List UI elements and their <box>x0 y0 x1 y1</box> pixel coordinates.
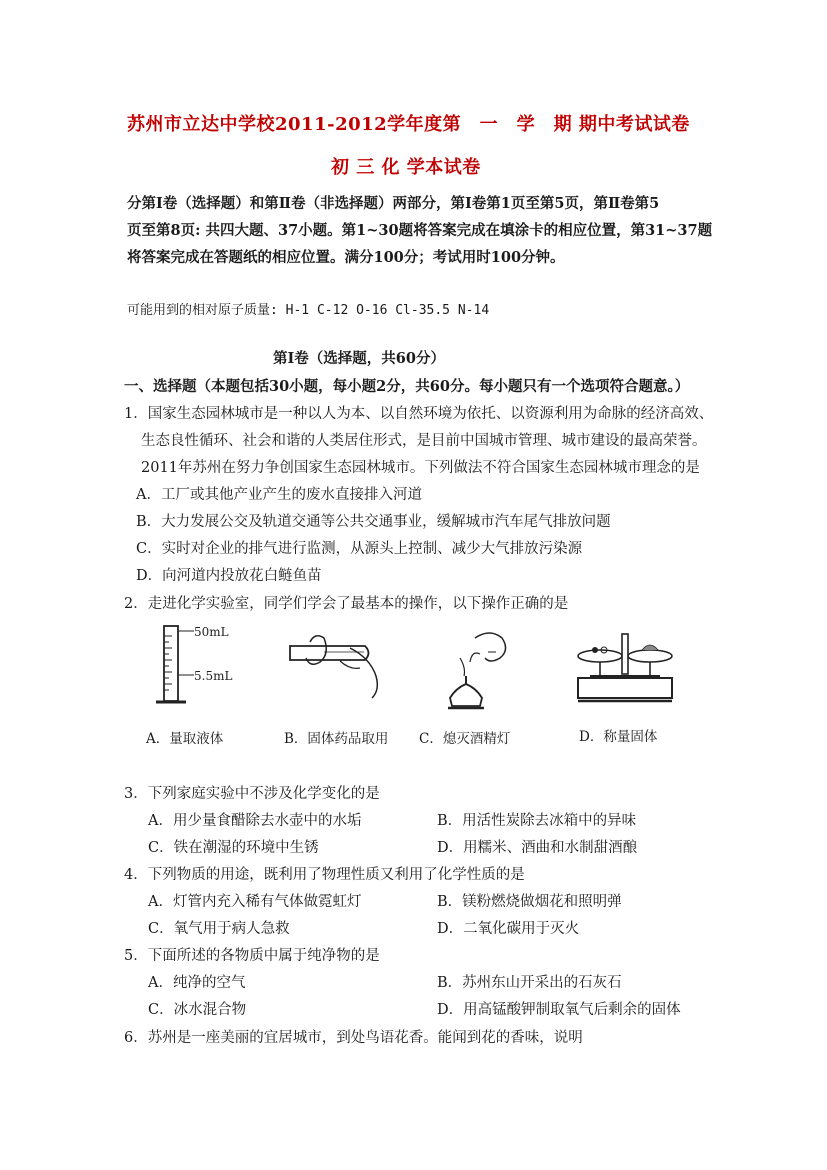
q3-option-a: A．用少量食醋除去水壶中的水垢 <box>148 813 362 829</box>
q5-option-d: D．用高锰酸钾制取氧气后剩余的固体 <box>437 1002 681 1018</box>
q5-stem: 5．下面所述的各物质中属于纯净物的是 <box>124 948 380 964</box>
q2-caption-a: A．量取液体 <box>146 731 224 747</box>
q1-option-c: C．实时对企业的排气进行监测，从源头上控制、减少大气排放污染源 <box>136 541 583 557</box>
q4-option-c: C．氧气用于病人急救 <box>148 921 290 937</box>
q5-option-c: C．冰水混合物 <box>148 1002 247 1018</box>
q4-option-a: A．灯管内充入稀有气体做霓虹灯 <box>148 894 362 910</box>
q5-option-b: B．苏州东山开采出的石灰石 <box>437 975 622 991</box>
q2-caption-d: D．称量固体 <box>579 729 658 745</box>
section-title: 第Ⅰ卷（选择题，共60分） <box>273 350 445 367</box>
q1-stem-line-1: 1．国家生态园林城市是一种以人为本、以自然环境为依托、以资源利用为命脉的经济高效、 <box>124 406 714 422</box>
q3-option-d: D．用糯米、酒曲和水制甜酒酿 <box>437 840 638 856</box>
cylinder-label-top: 50mL <box>194 625 229 639</box>
intro-line-3: 将答案完成在答题纸的相应位置。满分100分；考试用时100分钟。 <box>127 249 565 266</box>
q1-option-d: D．向河道内投放花白鲢鱼苗 <box>136 568 322 584</box>
graduated-cylinder-figure <box>150 618 245 708</box>
q3-stem: 3．下列家庭实验中不涉及化学变化的是 <box>124 786 380 802</box>
intro-line-1: 分第Ⅰ卷（选择题）和第Ⅱ卷（非选择题）两部分，第Ⅰ卷第1页至第5页，第Ⅱ卷第5 <box>127 195 660 212</box>
q2-caption-b: B．固体药品取用 <box>284 731 389 747</box>
q1-option-b: B．大力发展公交及轨道交通等公共交通事业，缓解城市汽车尾气排放问题 <box>136 514 611 530</box>
alcohol-lamp-figure <box>430 628 530 713</box>
q1-stem-line-2: 生态良性循环、社会和谐的人类居住形式，是目前中国城市管理、城市建设的最高荣誉。 <box>141 433 707 449</box>
q4-stem: 4．下列物质的用途，既利用了物理性质又利用了化学性质的是 <box>124 867 525 883</box>
intro-line-2: 页至第8页: 共四大题、37小题。第1~30题将答案完成在填涂卡的相应位置，第31~37题 <box>127 222 713 239</box>
q3-option-b: B．用活性炭除去冰箱中的异味 <box>437 813 637 829</box>
cylinder-label-bottom: 5.5mL <box>194 669 233 683</box>
q2-caption-c: C．熄灭酒精灯 <box>419 731 511 747</box>
balance-figure <box>570 628 680 708</box>
section-instruction: 一、选择题（本题包括30小题，每小题2分，共60分。每小题只有一个选项符合题意。） <box>124 378 690 395</box>
q3-option-c: C．铁在潮湿的环境中生锈 <box>148 840 319 856</box>
q4-option-b: B．镁粉燃烧做烟花和照明弹 <box>437 894 622 910</box>
exam-title: 苏州市立达中学校2011-2012学年度第 一 学 期 期中考试试卷 <box>127 114 690 135</box>
atomic-masses: 可能用到的相对原子质量: H-1 C-12 O-16 Cl-35.5 N-14 <box>127 303 490 318</box>
q2-stem: 2．走进化学实验室，同学们学会了最基本的操作，以下操作正确的是 <box>124 596 569 612</box>
q1-stem-line-3: 2011年苏州在努力争创国家生态园林城市。下列做法不符合国家生态园林城市理念的是 <box>141 460 700 476</box>
q1-option-a: A．工厂或其他产业产生的废水直接排入河道 <box>136 487 422 503</box>
exam-subtitle: 初 三 化 学本试卷 <box>331 157 481 178</box>
q4-option-d: D．二氧化碳用于灭火 <box>437 921 580 937</box>
q6-stem: 6．苏州是一座美丽的宜居城市，到处鸟语花香。能闻到花的香味，说明 <box>124 1030 583 1046</box>
test-tube-figure <box>280 628 390 708</box>
q5-option-a: A．纯净的空气 <box>148 975 246 991</box>
